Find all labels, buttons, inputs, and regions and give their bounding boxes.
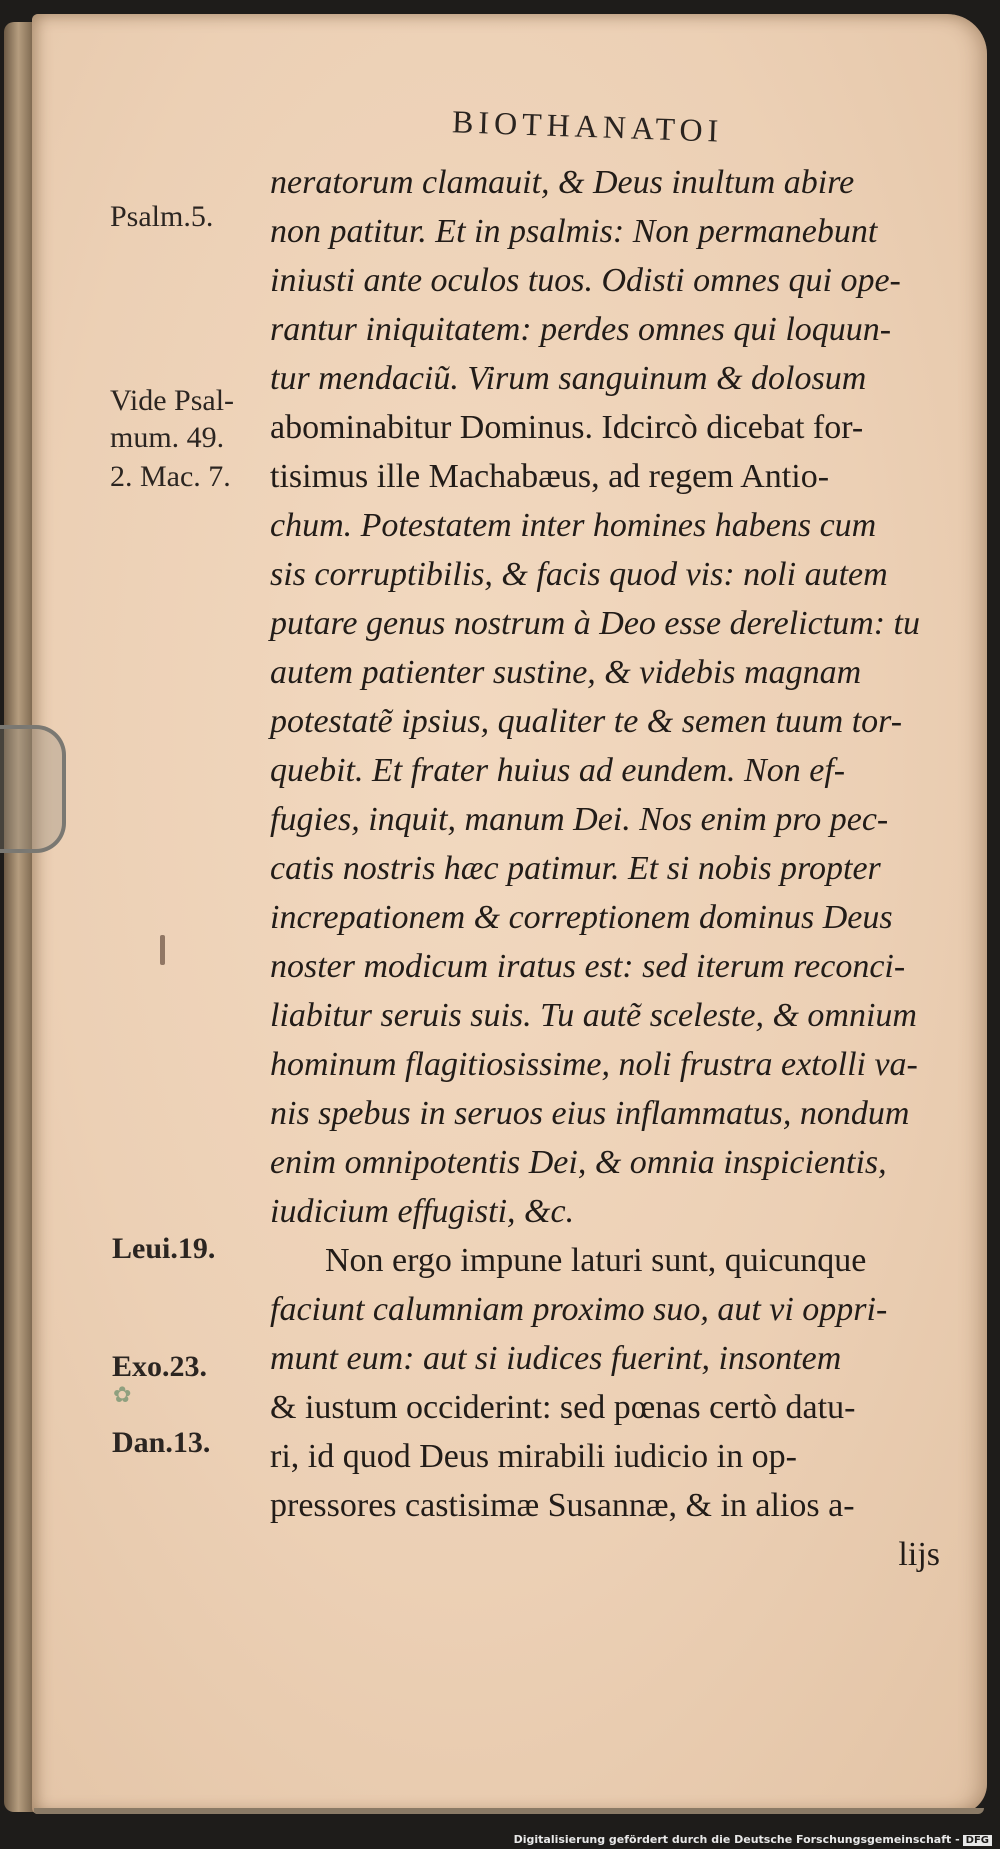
text-line: iniusti ante oculos tuos. Odisti omnes qui ope- [270,262,901,299]
text-line: non patitur. Et in psalmis: Non permanebunt [270,213,878,250]
text-line: noster modicum iratus est: sed iterum reconci- [270,948,906,985]
text-line: increpationem & correptionem dominus Deus [270,899,893,936]
running-head: BIOTHANATOI [451,103,724,149]
text-line: hominum flagitiosissime, noli frustra extolli va- [270,1046,918,1083]
marginal-note: Vide Psal- [110,384,235,417]
text-line: quebit. Et frater huius ad eundem. Non ef- [270,752,846,789]
digitization-credit [514,1833,992,1846]
digitization-credit-text: Digitalisierung gefördert durch die Deutsche Forschungsgemeinschaft - [513,1833,960,1846]
text-line: faciunt calumniam proximo suo, aut vi oppri- [270,1291,888,1328]
text-line: munt eum: aut si iudices fuerint, insontem [270,1340,842,1377]
text-line: ri, id quod Deus mirabili iudicio in op- [270,1438,797,1475]
text-line: potestatẽ ipsius, qualiter te & semen tuum tor- [270,703,903,740]
marginal-note: Psalm.5. [110,200,214,233]
page-clip [0,725,66,853]
text-line: rantur iniquitatem: perdes omnes qui loquun- [270,311,892,348]
dfg-logo: DFG [963,1835,992,1846]
text-line: putare genus nostrum à Deo esse derelictum: tu [270,605,920,642]
text-line: liabitur seruis suis. Tu autẽ scelestе, & omnium [270,997,917,1034]
printers-ornament-icon: ✿ [113,1383,132,1408]
text-line: autem patienter sustine, & videbis magnam [270,654,862,691]
marginal-note: 2. Mac. 7. [110,460,231,493]
marginal-note: mum. 49. [110,421,225,454]
text-line: iudicium effugisti, &c. [270,1193,575,1230]
text-line: & iustum occiderint: sed pœnas certò datu- [270,1389,856,1426]
text-line: tisimus ille Machabæus, ad regem Antio- [270,458,830,495]
text-line: nis spebus in seruos eius inflammatus, nondum [270,1095,910,1132]
text-line: Non ergo impune laturi sunt, quicunque [325,1242,867,1279]
text-line: pressores castisimæ Susannæ, & in alios a- [270,1487,855,1524]
marginal-note: Exo.23. [112,1350,208,1383]
ink-smudge [160,935,165,965]
text-line: abominabitur Dominus. Idcircò dicebat for- [270,409,864,446]
marginal-note: Dan.13. [112,1426,211,1459]
body-text [270,158,960,1579]
text-line: chum. Potestatem inter homines habens cum [270,507,877,544]
text-line: enim omnipotentis Dei, & omnia inspicientis, [270,1144,887,1181]
text-line: tur mendaciũ. Virum sanguinum & dolosum [270,360,867,397]
text-line: catis nostris hæc patimur. Et si nobis propter [270,850,881,887]
page-bottom-edge [34,1808,984,1814]
marginal-note: Leui.19. [112,1232,216,1265]
text-line: sis corruptibilis, & facis quod vis: noli autem [270,556,888,593]
text-line: fugies, inquit, manum Dei. Nos enim pro pec- [270,801,889,838]
catchword: lijs [898,1536,940,1573]
text-line: neratorum clamauit, & Deus inultum abire [270,164,855,201]
